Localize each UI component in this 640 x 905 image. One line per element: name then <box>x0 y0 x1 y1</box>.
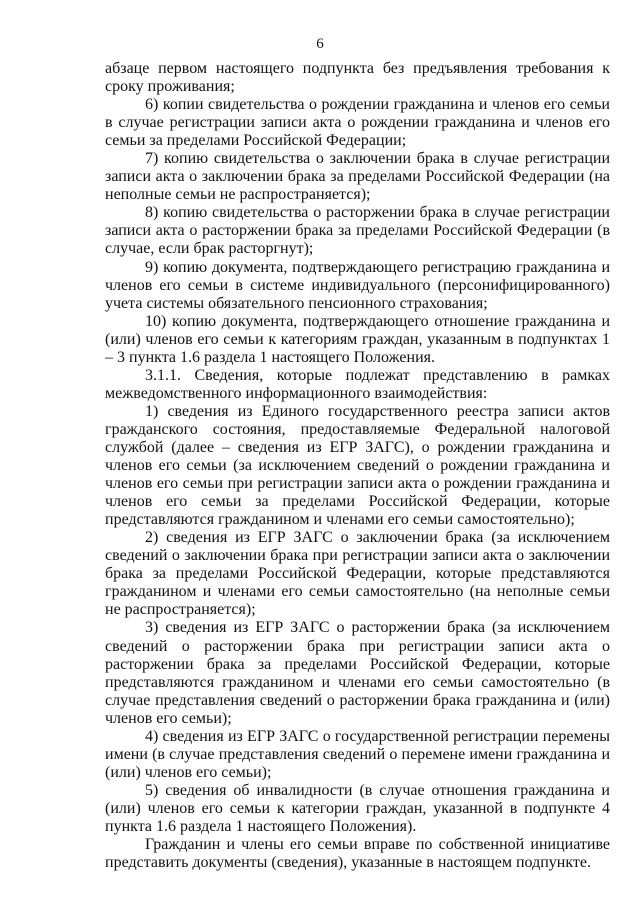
paragraph-item-6: 6) копии свидетельства о рождении гражданина и членов его семьи в случае регистрации записи акта о рождении гражданина и членов его семьи за пределами Российской Федерации; <box>105 96 610 150</box>
paragraph-info-1: 1) сведения из Единого государственного реестра записи актов гражданского состояния, предоставляемые Федеральной налоговой службой (далее – сведения из ЕГР ЗАГС), о рождении гражданина и членов его семьи (за исключением сведений о рождении гражданина и членов его семьи при регистрации записи акта о рождении гражданина и членов его семьи за пределами Российской Федерации, которые представляются гражданином и членами его семьи самостоятельно); <box>105 402 610 529</box>
paragraph-item-10: 10) копию документа, подтверждающего отношение гражданина и (или) членов его семьи к категориям граждан, указанным в подпунктах 1 – 3 пункта 1.6 раздела 1 настоящего Положения. <box>105 312 610 366</box>
document-body <box>105 60 610 872</box>
paragraph-info-5: 5) сведения об инвалидности (в случае отношения гражданина и (или) членов его семьи к категории граждан, указанной в подпункте 4 пункта 1.6 раздела 1 настоящего Положения). <box>105 781 610 835</box>
paragraph-info-2: 2) сведения из ЕГР ЗАГС о заключении брака (за исключением сведений о заключении брака при регистрации записи акта о заключении брака за пределами Российской Федерации, которые представляются гражданином и членами его семьи самостоятельно (на неполные семьи не распространяется); <box>105 529 610 619</box>
paragraph-item-9: 9) копию документа, подтверждающего регистрацию гражданина и членов его семьи в системе индивидуального (персонифицированного) учета системы обязательного пенсионного страхования; <box>105 258 610 312</box>
paragraph-info-4: 4) сведения из ЕГР ЗАГС о государственной регистрации перемены имени (в случае представления сведений о перемене имени гражданина и (или) членов его семьи); <box>105 727 610 781</box>
paragraph-info-3: 3) сведения из ЕГР ЗАГС о расторжении брака (за исключением сведений о расторжении брака при регистрации записи акта о расторжении брака за пределами Российской Федерации, которые представляются гражданином и членами его семьи самостоятельно (в случае представления сведений о расторжении брака гражданина и (или) членов его семьи); <box>105 619 610 727</box>
paragraph-section-3-1-1: 3.1.1. Сведения, которые подлежат представлению в рамках межведомственного информационного взаимодействия: <box>105 366 610 402</box>
page-number: 6 <box>316 36 324 52</box>
paragraph-item-8: 8) копию свидетельства о расторжении брака в случае регистрации записи акта о расторжении брака за пределами Российской Федерации (в случае, если брак расторгнут); <box>105 204 610 258</box>
paragraph-closing: Гражданин и члены его семьи вправе по собственной инициативе представить документы (сведения), указанные в настоящем подпункте. <box>105 836 610 872</box>
paragraph-item-7: 7) копию свидетельства о заключении брака в случае регистрации записи акта о заключении брака за пределами Российской Федерации (на неполные семьи не распространяется); <box>105 150 610 204</box>
paragraph-continuation: абзаце первом настоящего подпункта без предъявления требования к сроку проживания; <box>105 60 610 96</box>
